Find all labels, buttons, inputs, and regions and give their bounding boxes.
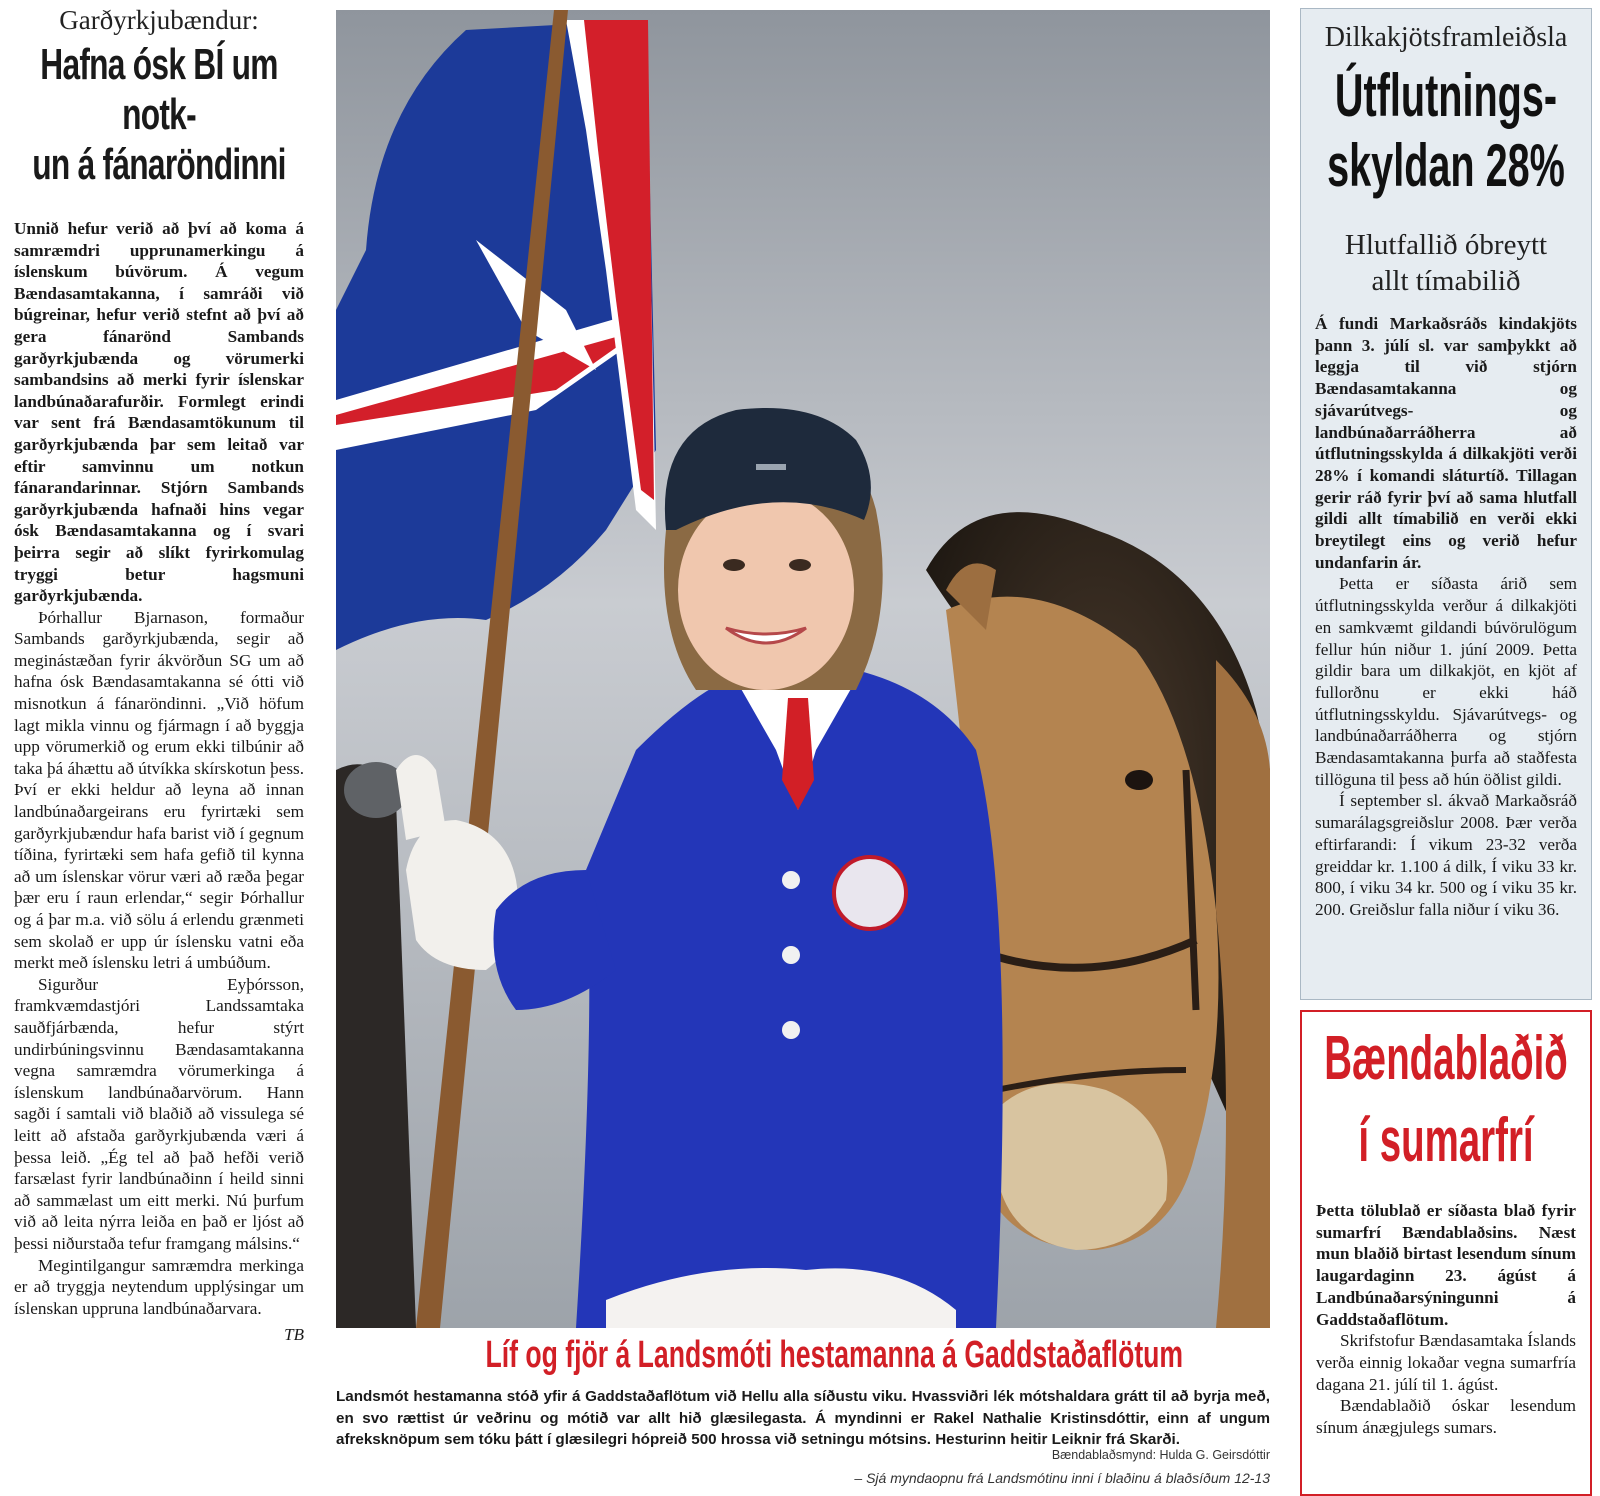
right-sidebar-article xyxy=(1300,8,1592,1000)
left-headline-line1: Hafna ósk BÍ um notk- xyxy=(40,40,278,139)
photo-headline xyxy=(336,1333,1270,1377)
summer-break-lead: Þetta tölublað er síðasta blað fyrir sumarfrí Bændablaðsins. Næst mun blaðið birtast lesendum sínum laugardaginn 23. ágúst á Landbúnaðarsýningunni á Gaddstaðaflötum. xyxy=(1316,1201,1576,1329)
left-article-paragraph: Megintilgangur samræmdra merkinga er að tryggja neytendum upplýsingar um íslenskan uppruna landbúnaðarvara. xyxy=(14,1255,304,1318)
right-article-subhead xyxy=(1315,227,1577,299)
photo-caption: Landsmót hestamanna stóð yfir á Gaddstaðaflötum við Hellu alla síðustu viku. Hvassviðri lék mótshaldara grátt til að byrja með, en svo rættist úr veðrinu og mótið var allt hið glæsilegasta. Á myndinni er Rakel Nathalie Kristinsdóttir, einn af ungum afreksknöpum sem tóku þátt í glæsilegri hópreið 500 hrossa við setningu mótsins. Hesturinn heitir Leiknir frá Skarði. xyxy=(336,1388,1270,1448)
left-headline-line2: un á fánaröndinni xyxy=(32,140,286,189)
summer-break-headline-line1: Bændablaðið xyxy=(1324,1024,1568,1093)
left-article-kicker: Garðyrkjubændur: xyxy=(59,5,259,35)
right-subhead-line2: allt tímabilið xyxy=(1371,265,1521,297)
left-article-paragraph: Sigurður Eyþórsson, framkvæmdastjóri Landssamtaka sauðfjárbænda, hefur stýrt undirbúningsvinnu Bændasamtakanna vegna samræmdra vörumerkinga á íslenskum landbúnaðarvörum. Hann sagði í samtali við blaðið að vissulega sé leitt að afstaða garðyrkjubænda væri á þessa leið. „Ég tel að það hefði verið farsælast fyrir landbúnaðinn í heild sinni að sammælast um eitt merki. Nú þurfum við að leita nýrra leiða en það er ljóst að þessi niðurstaða tefur framgang málsins.“ xyxy=(14,974,304,1253)
summer-break-headline-line2: í sumarfrí xyxy=(1358,1106,1534,1175)
rider-with-flag-and-horse-image xyxy=(336,10,1270,1328)
left-article xyxy=(14,4,304,1345)
left-article-paragraph: Þórhallur Bjarnason, formaður Sambands garðyrkjubænda, segir að meginástæðan fyrir ákvörðun SG um að hafna ósk Bændasamtakanna sé ótti við misnotkun á fánaröndinni. „Við höfum lagt mikla vinnu og fjármagn í að byggja upp vörumerkið og erum ekki tilbúnir að taka þá áhættu að útvíkka skírskotun þess. Því er ekki heldur að leyna að innan landbúnaðargeirans eru fyrirtæki sem garðyrkjubændur hafa barist við í gegnum tíðina, fyrirtæki sem hafa gefið til kynna að um íslenskar vörur væri að ræða þegar þær eru í raun erlendar,“ segir Þórhallur og á þar m.a. við sölu á erlendu grænmeti sem skolað er upp úr íslensku vatni eða merkt með íslensku letri á umbúðum. xyxy=(14,607,304,973)
summer-break-paragraph: Bændablaðið óskar lesendum sínum ánægjulegs sumars. xyxy=(1316,1396,1576,1438)
photo-credit: Bændablaðsmynd: Hulda G. Geirsdóttir xyxy=(1051,1448,1270,1462)
right-article-headline xyxy=(1307,61,1586,201)
right-headline-line2: skyldan 28% xyxy=(1327,132,1565,199)
front-page-photo xyxy=(336,10,1270,1328)
summer-break-paragraph: Skrifstofur Bændasamtaka Íslands verða einnig lokaðar vegna sumarfría dagana 21. júlí til 1. ágúst. xyxy=(1316,1331,1576,1394)
right-article-kicker: Dilkakjötsframleiðsla xyxy=(1324,22,1568,53)
photo-headline-text: Líf og fjör á Landsmóti hestamanna á Gaddstaðaflötum xyxy=(485,1334,1184,1376)
right-article-paragraph: Þetta er síðasta árið sem útflutningsskylda verður á dilkakjöti en samkvæmt gildandi búvörulögum fellur hún niður 1. júní 2009. Þetta gildir bara um dilkakjöt, en kjöt af fullorðnu er ekki háð útflutningsskyldu. Sjávarútvegs- og landbúnaðarráðherra og stjórn Bændasamtakanna þurfa að staðfesta tillöguna til þess að hún öðlist gildi. xyxy=(1315,574,1577,789)
right-headline-line1: Útflutnings- xyxy=(1334,62,1558,129)
right-article-paragraph: Í september sl. ákvað Markaðsráð sumarálagsgreiðslur 2008. Þær verða eftirfarandi: Í vikum 23-32 verða greiddar kr. 1.100 á dilk, Í viku 33 kr. 800, í viku 34 kr. 500 og í viku 35 kr. 200. Greiðslur falla niður í viku 36. xyxy=(1315,791,1577,919)
right-subhead-line1: Hlutfallið óbreytt xyxy=(1344,229,1548,261)
right-article-lead: Á fundi Markaðsráðs kindakjöts þann 3. júlí sl. var samþykkt að leggja til við stjórn Bændasamtakanna og sjávarútvegs- og landbúnaðarráðherra að útflutningsskylda á dilkakjöti verði 28% í komandi sláturtíð. Tillagan gerir ráð fyrir því að sama hlutfall gildi allt tímabilið en verði ekki breytilegt eins og verið hefur undanfarin ár. xyxy=(1315,314,1577,572)
photo-see-also: – Sjá myndaopnu frá Landsmótinu inni í blaðinu á blaðsíðum 12-13 xyxy=(854,1470,1270,1486)
left-article-lead: Unnið hefur verið að því að koma á samræmdri upprunamerkingu á íslenskum búvörum. Á vegum Bændasamtakanna, í samráði við búgreinar, hefur verið stefnt að því að gera fánarönd Sambands garðyrkjubænda og vörumerki sambandsins að merki fyrir íslenskar landbúnaðarafurðir. Formlegt erindi var sent frá Bændasamtökunum til garðyrkjubænda þar sem leitað var eftir samvinnu um notkun fánarandarinnar. Stjórn Sambands garðyrkjubænda hafnaði hins vegar ósk Bændasamtakanna og í svari þeirra segir að slíkt fyrirkomulag tryggi betur hagsmuni garðyrkjubænda. xyxy=(14,219,304,606)
summer-break-notice xyxy=(1300,1010,1592,1496)
summer-break-headline xyxy=(1310,1018,1583,1182)
left-article-byline: TB xyxy=(284,1325,304,1345)
left-article-headline xyxy=(26,40,292,190)
